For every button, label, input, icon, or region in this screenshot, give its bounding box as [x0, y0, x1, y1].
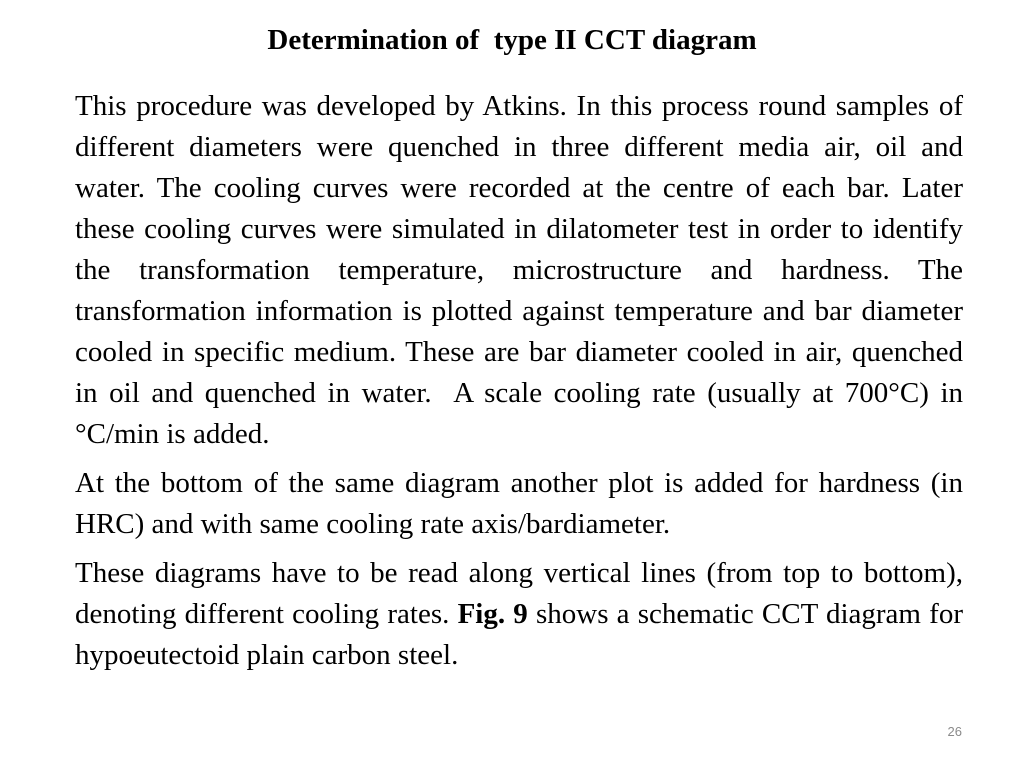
paragraph-3: [75, 553, 971, 676]
slide-number: 26: [947, 724, 962, 739]
paragraph-2: At the bottom of the same diagram another plot is added for hardness (in HRC) and with same cooling rate axis/bardiameter.: [75, 467, 971, 540]
slide-title: Determination of type II CCT diagram: [267, 24, 757, 56]
slide-body: [75, 86, 971, 684]
paragraph-1: This procedure was developed by Atkins. In this process round samples of different diameters were quenched in three different media air, oil and water. The cooling curves were recorded at the centre of each bar. Later these cooling curves were simulated in dilatometer test in order to identify the transformation temperature, microstructure and hardness. The transformation information is plotted against temperature and bar diameter cooled in specific medium. These are bar diameter cooled in air, quenched in oil and quenched in water. A scale cooling rate (usually at 700°C) in °C/min is added.: [75, 90, 971, 450]
paragraph-3-text-end: shows a schematic CCT diagram for hypoeutectoid plain carbon steel.: [75, 598, 971, 671]
paragraph-3-text-start: These diagrams have to be read along vertical lines (from top to bottom), denoting different cooling rates.: [75, 557, 971, 630]
figure-reference: Fig. 9: [457, 598, 528, 630]
